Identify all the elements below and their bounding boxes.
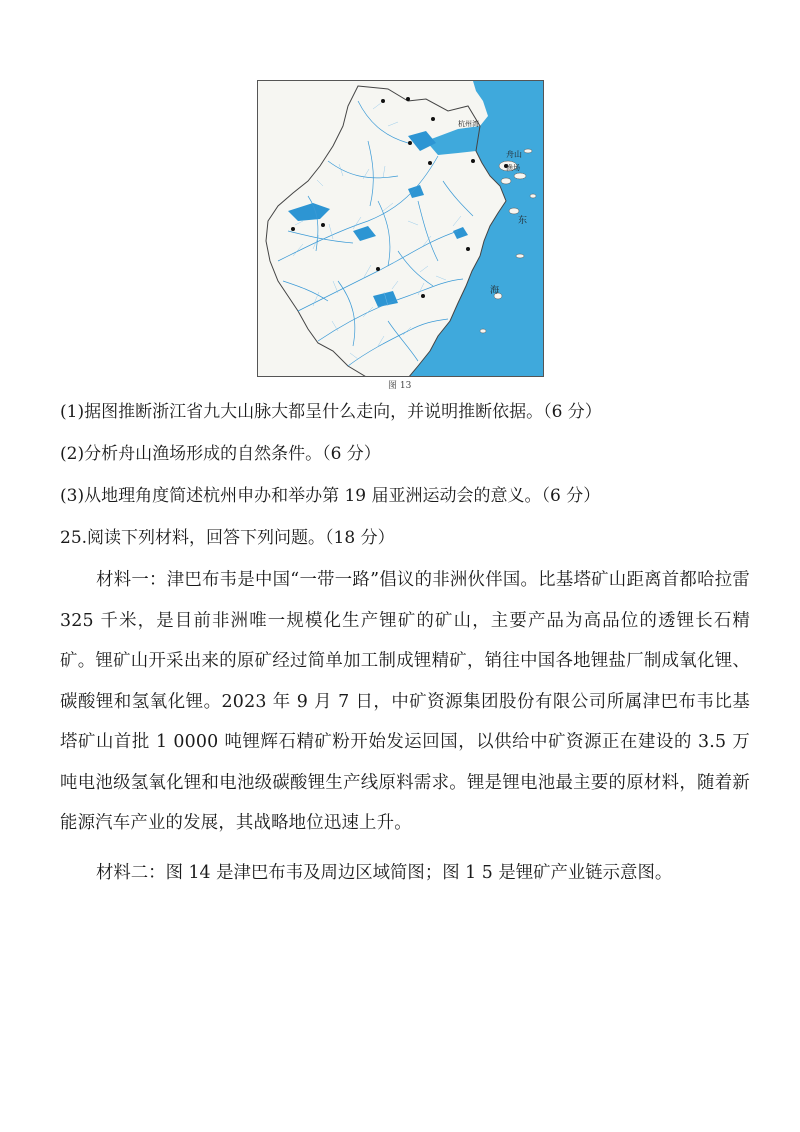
label-fishery: 渔场 [506,164,520,172]
figure-13-map [257,80,544,377]
map-graphic [258,81,544,377]
material-2-text: 材料二：图 14 是津巴布韦及周边区域简图；图 1 5 是锂矿产业链示意图。 [96,863,673,883]
label-sea-east: 东 [518,216,528,226]
label-hangzhou-bay: 杭州湾 [458,120,479,128]
label-zhoushan: 舟山 [506,150,522,159]
material-1-text: 材料一：津巴布韦是中国“一带一路”倡议的非洲伙伴国。比基塔矿山距离首都哈拉雷 325 千米，是目前非洲唯一规模化生产锂矿的矿山，主要产品为高品位的透锂长石精矿。锂矿山开采出来的原矿经过简单加工制成锂精矿，销往中国各地锂盐厂制成氧化锂、碳酸锂和氢氧化锂。2023 年 9 月 7 日，中矿资源集团股份有限公司所属津巴布韦比基塔矿山首批 1 0000 吨锂辉石精矿粉开始发运回国，以供给中矿资源正在建设的 3.5 万吨电池级氢氧化锂和电池级碳酸锂生产线原料需求。锂是锂电池最主要的原材料，随着新能源汽车产业的发展，其战略地位迅速上升。 [60,570,750,833]
material-1-paragraph [60,560,750,844]
question-25-title: 25.阅读下列材料，回答下列问题。（18 分） [60,528,395,548]
question-1: (1)据图推断浙江省九大山脉大都呈什么走向，并说明推断依据。（6 分） [60,402,602,422]
question-3: (3)从地理角度简述杭州申办和举办第 19 届亚洲运动会的意义。（6 分） [60,486,601,506]
figure-13-caption: 图 13 [388,381,412,391]
question-2: (2)分析舟山渔场形成的自然条件。（6 分） [60,444,381,464]
label-sea-hai: 海 [490,286,500,296]
